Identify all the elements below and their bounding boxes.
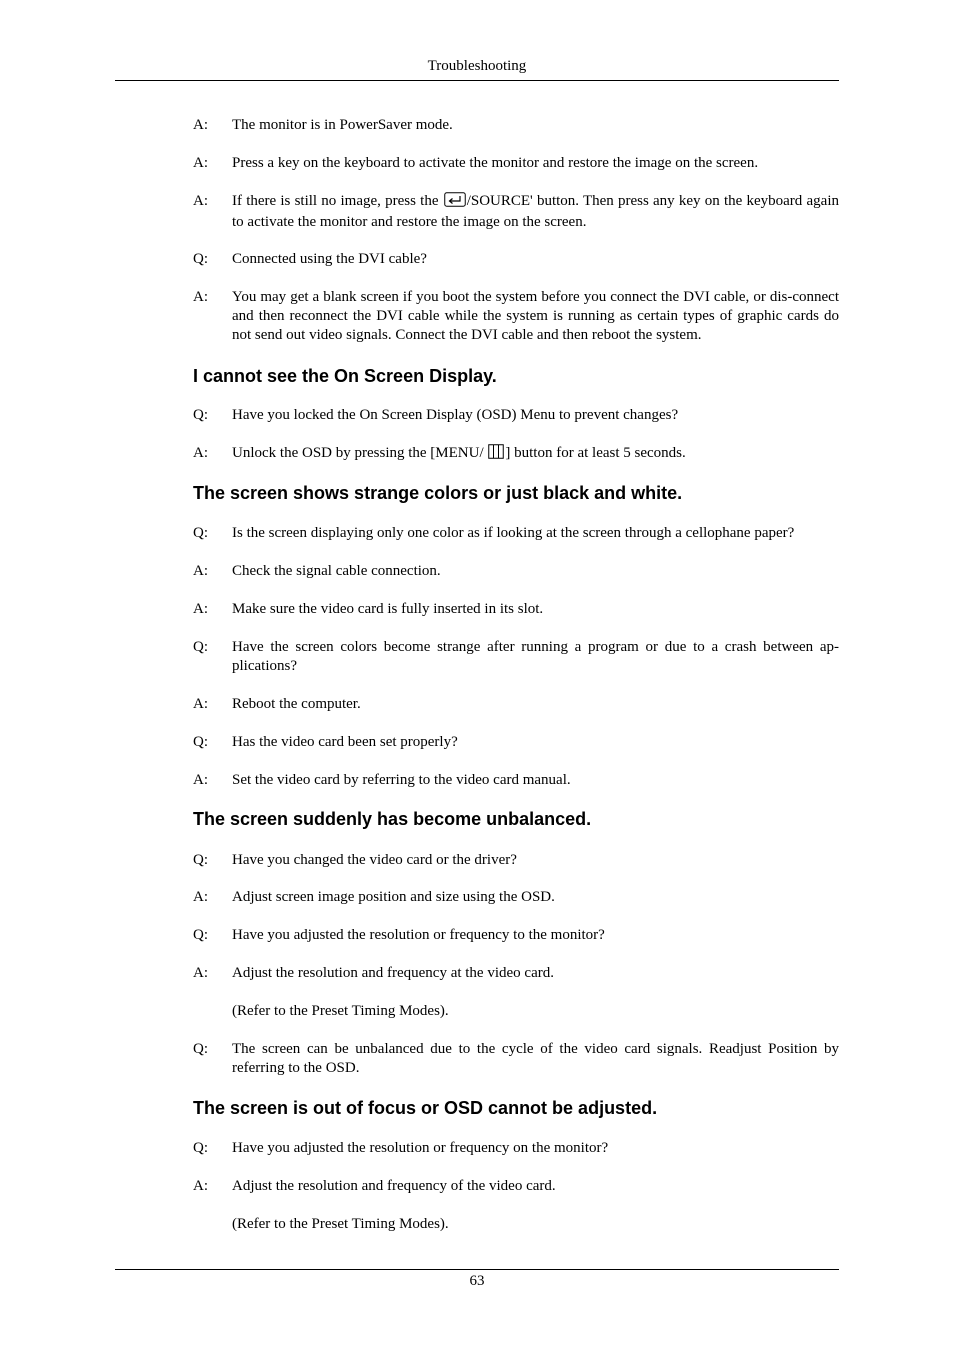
menu-grid-icon xyxy=(488,444,504,465)
qa-entry xyxy=(193,250,839,269)
qa-entry xyxy=(193,116,839,135)
entry-text: Is the screen displaying only one color as if looking at the screen through a cellophane paper? xyxy=(232,525,795,541)
qa-entry xyxy=(193,638,839,676)
entry-text: Check the signal cable connection. xyxy=(232,563,441,579)
entry-label: A: xyxy=(193,889,208,905)
qa-entry xyxy=(193,192,839,232)
page-header-title: Troubleshooting xyxy=(427,58,527,74)
section-heading: The screen shows strange colors or just black and white. xyxy=(193,483,683,503)
enter-key-icon xyxy=(444,192,466,213)
entry-label: A: xyxy=(193,289,208,305)
entry-label: A: xyxy=(193,155,208,171)
entry-label: A: xyxy=(193,696,208,712)
entry-text-before: If there is still no image, press the xyxy=(232,193,443,209)
entry-text: Have you adjusted the resolution or frequency on the monitor? xyxy=(232,1140,609,1156)
entry-label: Q: xyxy=(193,927,208,943)
entry-label: Q: xyxy=(193,1041,208,1057)
entry-text: Press a key on the keyboard to activate the monitor and restore the image on the screen. xyxy=(232,155,759,171)
entry-label: A: xyxy=(193,772,208,788)
qa-entry xyxy=(193,524,839,543)
qa-entry xyxy=(193,1215,839,1234)
entry-label: Q: xyxy=(193,407,208,423)
entry-text: Has the video card been set properly? xyxy=(232,734,458,750)
entry-text: Adjust screen image position and size using the OSD. xyxy=(232,889,555,905)
entry-text: Set the video card by referring to the video card manual. xyxy=(232,772,571,788)
entry-label: A: xyxy=(193,965,208,981)
qa-entry xyxy=(193,154,839,173)
entry-label: A: xyxy=(193,445,208,461)
entry-label: A: xyxy=(193,1178,208,1194)
entry-text: Have you locked the On Screen Display (OSD) Menu to prevent changes? xyxy=(232,407,679,423)
entry-text: You may get a blank screen if you boot the system before you connect the DVI cable, or dis-connect and then reconnect the DVI cable while the system is running as certain types of graphic cards do not send out video signals. Connect the DVI cable and then reboot the system. xyxy=(232,289,839,343)
footer-divider xyxy=(115,1269,839,1270)
entry-text: The monitor is in PowerSaver mode. xyxy=(232,117,453,133)
entry-text: Connected using the DVI cable? xyxy=(232,251,427,267)
entry-text xyxy=(232,444,839,465)
entry-label: Q: xyxy=(193,525,208,541)
entry-label: A: xyxy=(193,563,208,579)
qa-entry xyxy=(193,888,839,907)
qa-entry xyxy=(193,695,839,714)
entry-label: A: xyxy=(193,117,208,133)
entry-label: A: xyxy=(193,193,208,209)
qa-entry xyxy=(193,406,839,425)
qa-entry xyxy=(193,1002,839,1021)
entry-text-after: ] button for at least 5 seconds. xyxy=(505,445,686,461)
section-heading: The screen is out of focus or OSD cannot be adjusted. xyxy=(193,1098,658,1118)
entry-text: Adjust the resolution and frequency at the video card. xyxy=(232,965,554,981)
entry-label: A: xyxy=(193,601,208,617)
qa-entry xyxy=(193,288,839,345)
entry-text: Have the screen colors become strange after running a program or due to a crash between ap-plications? xyxy=(232,639,839,674)
header-divider xyxy=(115,80,839,81)
page-number: 63 xyxy=(469,1273,485,1289)
qa-entry xyxy=(193,1177,839,1196)
entry-label: Q: xyxy=(193,1140,208,1156)
entry-label: Q: xyxy=(193,734,208,750)
qa-entry xyxy=(193,1139,839,1158)
entry-text: Make sure the video card is fully inserted in its slot. xyxy=(232,601,544,617)
section-heading: The screen suddenly has become unbalanced. xyxy=(193,809,592,829)
qa-entry xyxy=(193,444,839,465)
entry-text-after: /SOURCE' button. Then press any key on the keyboard again to activate the monitor and restore the image on the screen. xyxy=(232,193,839,230)
entry-text: (Refer to the Preset Timing Modes). xyxy=(232,1216,449,1232)
qa-entry xyxy=(193,600,839,619)
qa-entry xyxy=(193,926,839,945)
entry-label: Q: xyxy=(193,852,208,868)
entry-label: Q: xyxy=(193,251,208,267)
qa-entry xyxy=(193,964,839,983)
entry-text: Have you changed the video card or the driver? xyxy=(232,852,517,868)
qa-entry xyxy=(193,562,839,581)
entry-label: Q: xyxy=(193,639,208,655)
entry-text-before: Unlock the OSD by pressing the [MENU/ xyxy=(232,445,488,461)
qa-entry xyxy=(193,851,839,870)
section-heading: I cannot see the On Screen Display. xyxy=(193,366,497,386)
entry-text: Have you adjusted the resolution or frequency to the monitor? xyxy=(232,927,605,943)
qa-entry xyxy=(193,771,839,790)
qa-entry xyxy=(193,733,839,752)
entry-text: Adjust the resolution and frequency of the video card. xyxy=(232,1178,556,1194)
entry-text xyxy=(232,192,839,232)
entry-text: (Refer to the Preset Timing Modes). xyxy=(232,1003,449,1019)
qa-entry xyxy=(193,1040,839,1078)
entry-text: The screen can be unbalanced due to the cycle of the video card signals. Readjust Position by referring to the OSD. xyxy=(232,1041,839,1076)
entry-text: Reboot the computer. xyxy=(232,696,361,712)
